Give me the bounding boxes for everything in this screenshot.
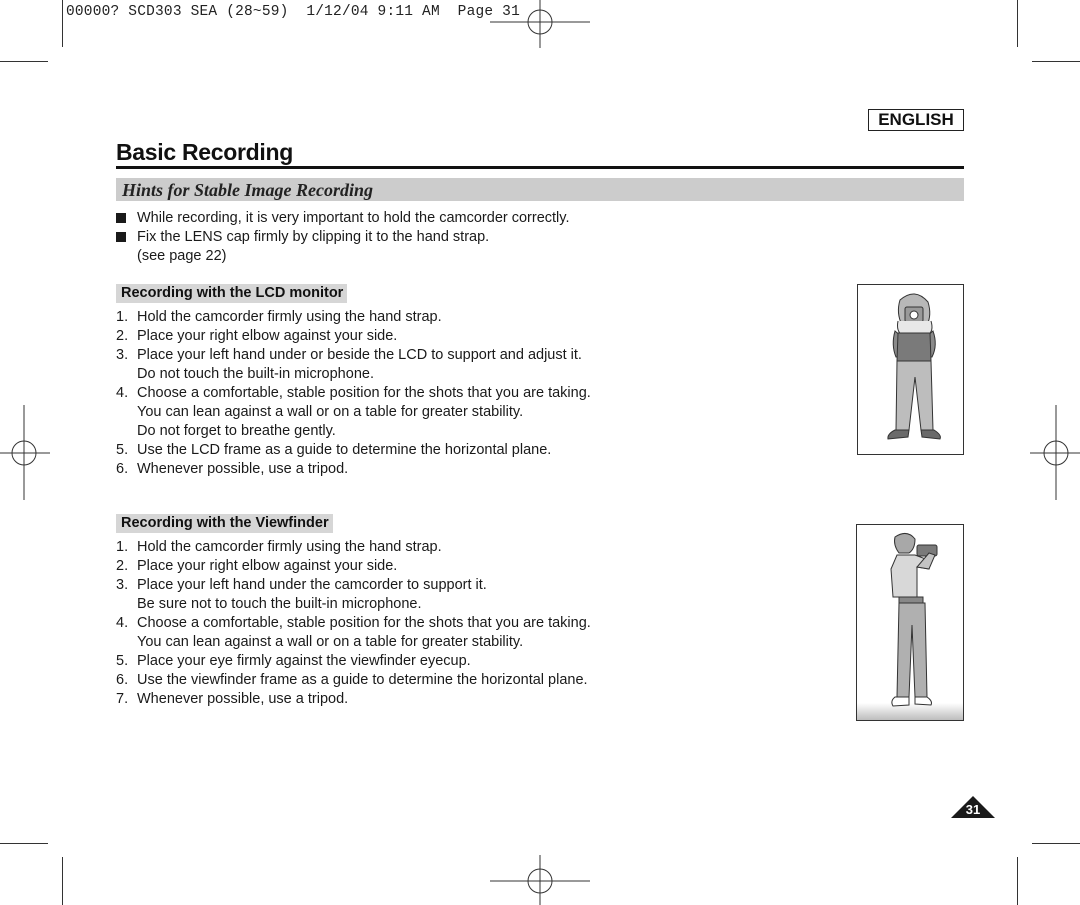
- list-item: 6. Use the viewfinder frame as a guide to determine the horizontal plane.: [116, 672, 588, 688]
- list-item: 1. Hold the camcorder firmly using the hand strap.: [116, 309, 442, 325]
- intro-bullets: [116, 209, 816, 266]
- list-item: 3. Place your left hand under or beside the LCD to support and adjust it. Do not touch the built-in microphone.: [116, 347, 582, 382]
- registration-mark-right-icon: [1030, 405, 1080, 500]
- page-title: Basic Recording: [116, 139, 293, 165]
- list-item: 1. Hold the camcorder firmly using the hand strap.: [116, 539, 442, 555]
- title-rule: [116, 166, 964, 169]
- list-item: 4. Choose a comfortable, stable position for the shots that you are taking. You can lean against a wall or on a table for greater stability. Do not forget to breathe gently.: [116, 385, 591, 439]
- intro-bullet: While recording, it is very important to hold the camcorder correctly.: [116, 209, 816, 228]
- print-slug-line: 00000? SCD303 SEA (28~59) 1/12/04 9:11 AM Page 31: [66, 4, 520, 20]
- registration-mark-left-icon: [0, 405, 50, 500]
- lcd-recording-illustration: [857, 284, 964, 455]
- square-bullet-icon: [116, 232, 126, 242]
- lcd-steps: [116, 308, 836, 479]
- page-number: 31: [965, 802, 981, 817]
- viewfinder-steps: [116, 538, 836, 709]
- page-number-badge: [950, 795, 996, 819]
- intro-bullet-continuation: (see page 22): [137, 248, 227, 264]
- list-item: 5. Use the LCD frame as a guide to determine the horizontal plane.: [116, 442, 552, 458]
- intro-bullet: Fix the LENS cap firmly by clipping it to the hand strap.: [116, 228, 816, 247]
- list-item: 3. Place your left hand under the camcorder to support it. Be sure not to touch the built-in microphone.: [116, 577, 487, 612]
- person-using-viewfinder-icon: [857, 525, 963, 720]
- list-item: 2. Place your right elbow against your side.: [116, 558, 398, 574]
- section-banner-title: Hints for Stable Image Recording: [122, 180, 374, 200]
- registration-mark-top-icon: [490, 0, 590, 50]
- list-item: 6. Whenever possible, use a tripod.: [116, 461, 349, 477]
- square-bullet-icon: [116, 213, 126, 223]
- registration-mark-bottom-icon: [490, 855, 590, 905]
- viewfinder-section-heading: Recording with the Viewfinder: [116, 514, 333, 532]
- viewfinder-recording-illustration: [856, 524, 964, 721]
- list-item: 7. Whenever possible, use a tripod.: [116, 691, 349, 707]
- list-item: 5. Place your eye firmly against the viewfinder eyecup.: [116, 653, 471, 669]
- person-holding-camcorder-lcd-icon: [858, 285, 963, 454]
- list-item: 2. Place your right elbow against your side.: [116, 328, 398, 344]
- list-item: 4. Choose a comfortable, stable position for the shots that you are taking. You can lean against a wall or on a table for greater stability.: [116, 615, 591, 650]
- language-badge: ENGLISH: [868, 109, 964, 131]
- lcd-section-heading: Recording with the LCD monitor: [116, 284, 347, 302]
